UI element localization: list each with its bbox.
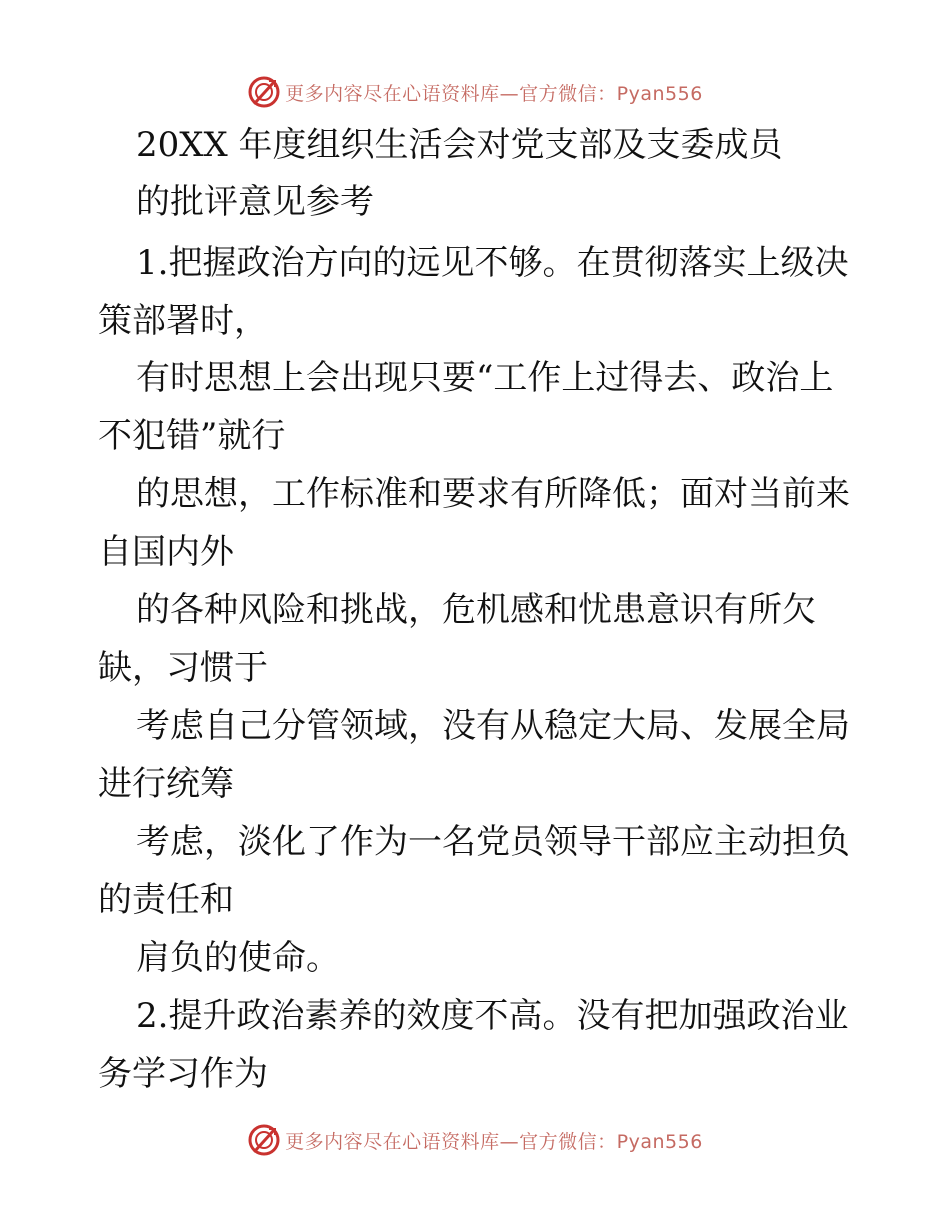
paragraph-line: 策部署时， [98, 301, 268, 341]
watermark-text: 更多内容尽在心语资料库—官方微信：Pyan556 [285, 1130, 703, 1153]
logo-icon [247, 1123, 281, 1157]
header-watermark [0, 72, 950, 112]
footer-watermark [0, 1120, 950, 1160]
paragraph-line: 有时思想上会出现只要“工作上过得去、政治上 [136, 358, 834, 398]
paragraph-line: 的思想，工作标准和要求有所降低；面对当前来 [136, 474, 850, 514]
paragraph-line: 1.把握政治方向的远见不够。在贯彻落实上级决 [136, 243, 849, 283]
paragraph-line: 2.提升政治素养的效度不高。没有把加强政治业 [136, 996, 849, 1036]
paragraph-line: 自国内外 [98, 532, 234, 572]
paragraph-line: 肩负的使命。 [136, 938, 340, 978]
paragraph-line: 进行统筹 [98, 764, 234, 804]
paragraph-line: 的各种风险和挑战，危机感和忧患意识有所欠 [136, 590, 816, 630]
paragraph-line: 缺，习惯于 [98, 648, 268, 688]
logo-icon [247, 75, 281, 109]
title-line-2: 的批评意见参考 [136, 182, 374, 222]
watermark-text: 更多内容尽在心语资料库—官方微信：Pyan556 [285, 82, 703, 105]
paragraph-line: 考虑，淡化了作为一名党员领导干部应主动担负 [136, 822, 850, 862]
paragraph-line: 不犯错”就行 [98, 416, 286, 456]
paragraph-line: 的责任和 [98, 880, 234, 920]
paragraph-line: 务学习作为 [98, 1054, 268, 1094]
paragraph-line: 考虑自己分管领域，没有从稳定大局、发展全局 [136, 706, 850, 746]
title-line-1: 20XX 年度组织生活会对党支部及支委成员 [136, 125, 783, 165]
